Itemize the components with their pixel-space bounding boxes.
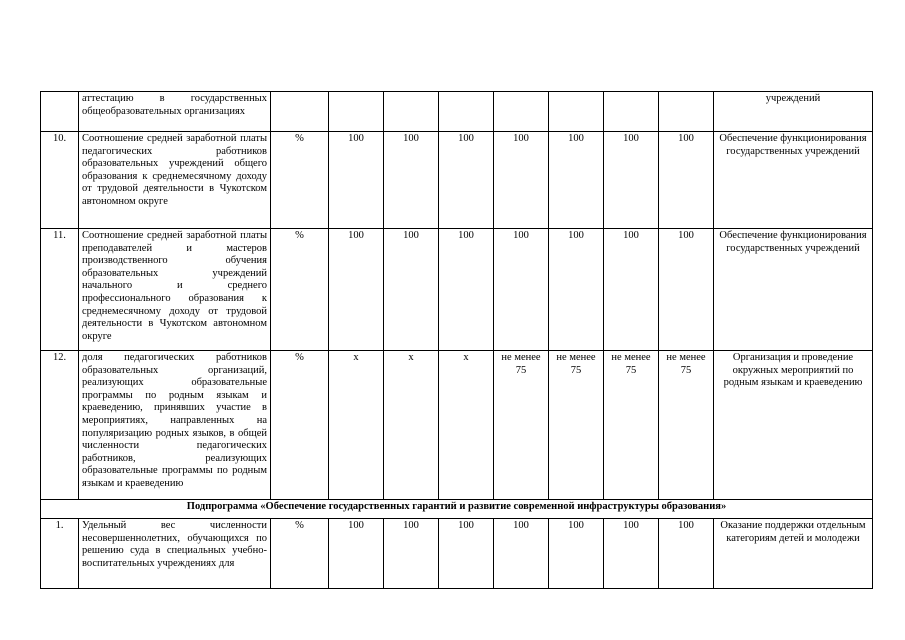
subprogram-title: Подпрограмма «Обеспечение государственных гарантий и развитие современной инфраструктуры образования» bbox=[41, 500, 873, 519]
unit-cell: % bbox=[271, 351, 329, 500]
value-cell bbox=[659, 92, 714, 132]
unit-cell: % bbox=[271, 519, 329, 589]
value-cell: не менее 75 bbox=[604, 351, 659, 500]
table-row bbox=[41, 132, 873, 229]
value-cell: 100 bbox=[384, 132, 439, 229]
value-cell: 100 bbox=[659, 519, 714, 589]
value-cell: 100 bbox=[494, 229, 549, 351]
value-cell: не менее 75 bbox=[494, 351, 549, 500]
subprogram-header-row bbox=[41, 500, 873, 519]
row-number: 11. bbox=[41, 229, 79, 351]
measure-note: Обеспечение функционирования государственных учреждений bbox=[714, 132, 873, 229]
indicator-description: аттестацию в государственных общеобразовательных организациях bbox=[79, 92, 271, 132]
unit-cell: % bbox=[271, 229, 329, 351]
value-cell bbox=[549, 92, 604, 132]
value-cell: 100 bbox=[439, 132, 494, 229]
measure-note: Оказание поддержки отдельным категориям детей и молодежи bbox=[714, 519, 873, 589]
table-row bbox=[41, 229, 873, 351]
table-row bbox=[41, 351, 873, 500]
value-cell: 100 bbox=[384, 519, 439, 589]
value-cell: 100 bbox=[549, 229, 604, 351]
value-cell: 100 bbox=[329, 229, 384, 351]
row-number: 12. bbox=[41, 351, 79, 500]
value-cell: не менее 75 bbox=[549, 351, 604, 500]
measure-note: Организация и проведение окружных мероприятий по родным языкам и краеведению bbox=[714, 351, 873, 500]
row-number: 10. bbox=[41, 132, 79, 229]
value-cell: 100 bbox=[439, 519, 494, 589]
value-cell: х bbox=[329, 351, 384, 500]
value-cell bbox=[329, 92, 384, 132]
indicator-description: Соотношение средней заработной платы преподавателей и мастеров производственного обучения образовательных учреждений начального и среднего профессионального образования к среднемесячному доходу от трудовой деятельности в Чукотском автономном округе bbox=[79, 229, 271, 351]
value-cell: 100 bbox=[604, 519, 659, 589]
table-row bbox=[41, 519, 873, 589]
indicator-description: доля педагогических работников образовательных организаций, реализующих образовательные программы по родным языкам и краеведению, принявших участие в мероприятиях, направленных на популяризацию родных языков, в общей численности педагогических работников, реализующих образовательные программы по родным языкам и краеведению bbox=[79, 351, 271, 500]
value-cell: 100 bbox=[549, 519, 604, 589]
value-cell: не менее 75 bbox=[659, 351, 714, 500]
value-cell bbox=[494, 92, 549, 132]
indicators-table bbox=[40, 91, 873, 589]
value-cell: 100 bbox=[549, 132, 604, 229]
value-cell: 100 bbox=[494, 519, 549, 589]
value-cell: 100 bbox=[384, 229, 439, 351]
value-cell bbox=[604, 92, 659, 132]
value-cell: 100 bbox=[604, 132, 659, 229]
row-number bbox=[41, 92, 79, 132]
value-cell: 100 bbox=[329, 519, 384, 589]
value-cell: 100 bbox=[659, 229, 714, 351]
indicator-description: Соотношение средней заработной платы педагогических работников образовательных учреждений общего образования к среднемесячному доходу от трудовой деятельности в Чукотском автономном округе bbox=[79, 132, 271, 229]
value-cell: 100 bbox=[659, 132, 714, 229]
unit-cell bbox=[271, 92, 329, 132]
value-cell: х bbox=[439, 351, 494, 500]
indicator-description: Удельный вес численности несовершеннолетних, обучающихся по решению суда в специальных учебно-воспитательных учреждениях для bbox=[79, 519, 271, 589]
value-cell: 100 bbox=[494, 132, 549, 229]
value-cell: 100 bbox=[439, 229, 494, 351]
value-cell: 100 bbox=[604, 229, 659, 351]
unit-cell: % bbox=[271, 132, 329, 229]
measure-note: учреждений bbox=[714, 92, 873, 132]
row-number: 1. bbox=[41, 519, 79, 589]
table-row bbox=[41, 92, 873, 132]
value-cell: х bbox=[384, 351, 439, 500]
value-cell bbox=[439, 92, 494, 132]
measure-note: Обеспечение функционирования государственных учреждений bbox=[714, 229, 873, 351]
value-cell: 100 bbox=[329, 132, 384, 229]
value-cell bbox=[384, 92, 439, 132]
